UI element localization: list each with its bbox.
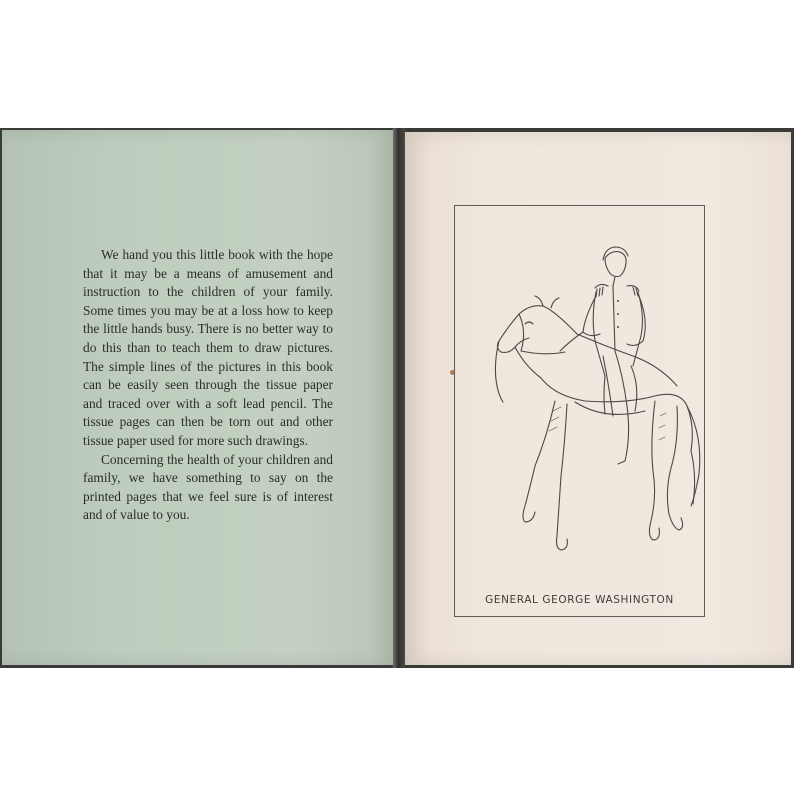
- intro-paragraph-1: We hand you this little book with the hope that it may be a means of amusement and instruction to the children of your family. Some times you may be at a loss how to keep the little hands busy. There is no better way to do this than to teach them to draw pictures. The simple lines of the pictures in this book can be easily seen through the tissue paper and traced over with a soft lead pencil. The tissue pages can then be torn out and other tissue paper used for more such drawings.: [83, 247, 333, 448]
- illustration-frame: [454, 205, 705, 617]
- book-gutter: [393, 128, 405, 668]
- right-page: [405, 132, 791, 665]
- intro-paragraph-2: Concerning the health of your children and family, we have something to say on the printed pages that we feel sure is of interest and of value to you.: [83, 451, 333, 523]
- illustration-caption: GENERAL GEORGE WASHINGTON: [485, 594, 674, 606]
- equestrian-washington-drawing: [455, 206, 704, 616]
- intro-text: [83, 246, 333, 525]
- open-book: [0, 128, 794, 668]
- left-page: [2, 130, 393, 665]
